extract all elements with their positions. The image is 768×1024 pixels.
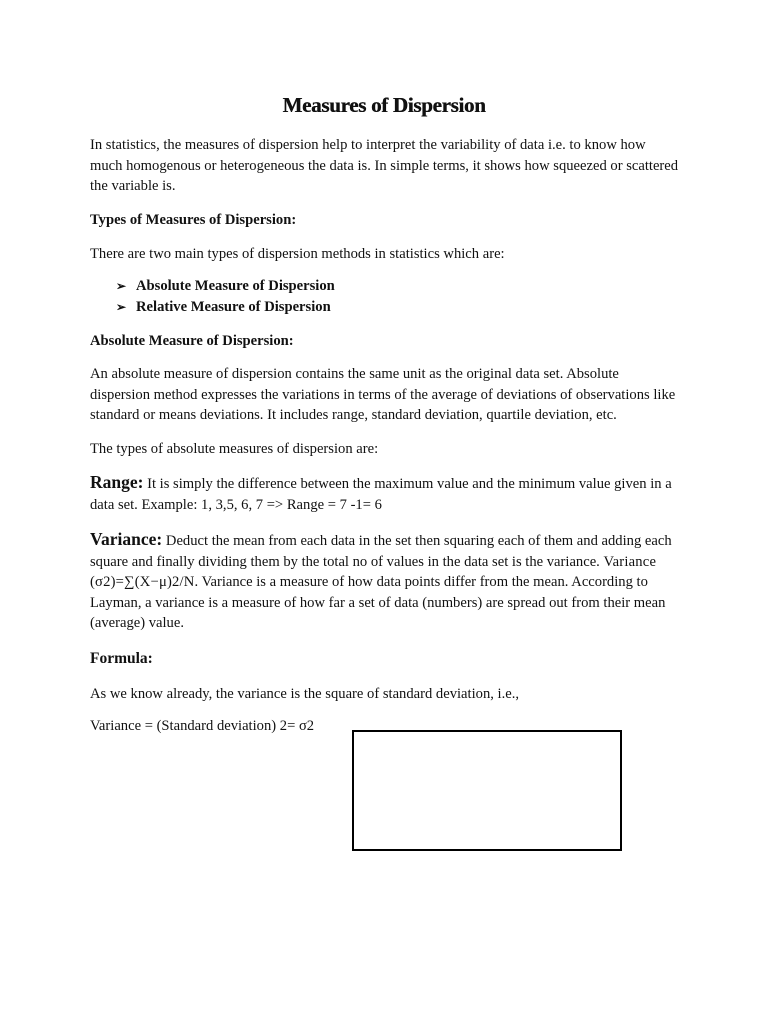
range-label: Range:: [90, 472, 144, 492]
types-intro-paragraph: There are two main types of dispersion methods in statistics which are:: [90, 246, 505, 262]
arrowhead-bullet-icon: ➢: [116, 300, 127, 314]
page-title: Measures of Dispersion: [282, 93, 486, 117]
formula-heading: Formula:: [90, 650, 153, 667]
variance-text-after: . Variance is a measure of how data points differ from the mean. According to Layman, a variance is a measure of how far a set of data (numbers) are spread out from their mean (average) value.: [90, 574, 666, 631]
list-item-label: Absolute Measure of Dispersion: [136, 278, 335, 294]
formula-line: Variance = (Standard deviation) 2= σ2: [90, 718, 315, 734]
range-text: It is simply the difference between the maximum value and the minimum value given in a data set. Example: 1, 3,5, 6, 7 => Range = 7 -1= 6: [90, 476, 672, 513]
list-item-label: Relative Measure of Dispersion: [136, 299, 331, 315]
absolute-heading: Absolute Measure of Dispersion:: [90, 333, 294, 349]
variance-text: Deduct the mean from each data in the set then squaring each of them and adding each square and finally dividing them by the total no of values in the data set is the variance.: [90, 533, 672, 570]
empty-formula-box: [352, 730, 622, 851]
variance-formula-inline: Variance (σ2)=∑(X−μ)2/N: [90, 553, 657, 590]
list-item: [116, 297, 335, 318]
formula-intro: As we know already, the variance is the square of standard deviation, i.e.,: [90, 686, 520, 702]
list-item: [116, 276, 335, 297]
arrowhead-bullet-icon: ➢: [116, 279, 127, 293]
types-heading: Types of Measures of Dispersion:: [90, 212, 297, 228]
absolute-paragraph: An absolute measure of dispersion contains the same unit as the original data set. Absolute dispersion method expresses the variations in terms of the average of deviations of observations like standard or means deviations. It includes range, standard deviation, quartile deviation, etc.: [90, 366, 676, 423]
variance-paragraph: [90, 529, 680, 634]
absolute-types-intro: The types of absolute measures of dispersion are:: [90, 441, 379, 457]
types-list: [116, 276, 335, 318]
range-paragraph: [90, 472, 680, 515]
intro-paragraph: In statistics, the measures of dispersion help to interpret the variability of data i.e. to know how much homogenous or heterogeneous the data is. In simple terms, it shows how squeezed or scattered the variable is.: [90, 137, 679, 194]
variance-label: Variance:: [90, 529, 163, 549]
